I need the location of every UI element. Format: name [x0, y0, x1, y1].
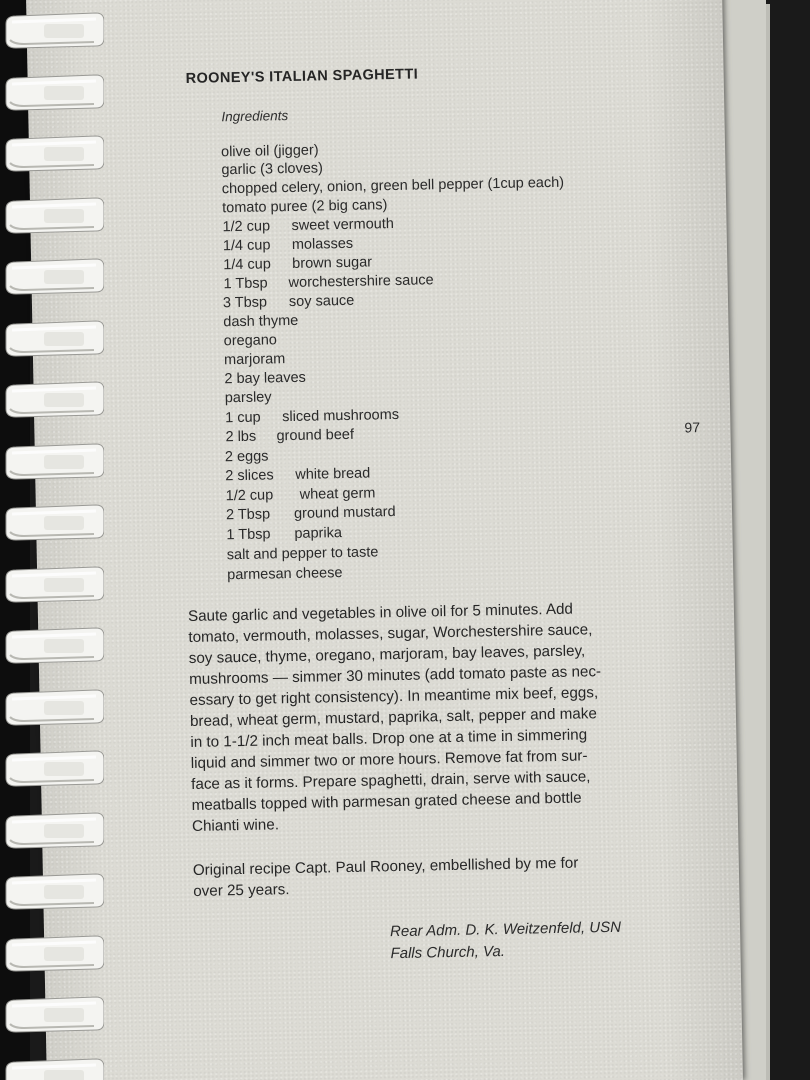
- ingredient-name: parsley: [224, 389, 272, 407]
- ingredient-qty: 2 slices: [225, 467, 274, 485]
- ingredient-item: [221, 142, 319, 160]
- ingredient-qty: 1/4 cup: [222, 237, 271, 255]
- ingredient-qty: 1/2 cup: [225, 487, 274, 505]
- ingredient-qty: 2 Tbsp: [225, 506, 271, 524]
- ingredient-qty: 3 Tbsp: [222, 294, 268, 312]
- binding-coil: [4, 133, 98, 173]
- page-number: 97: [684, 419, 701, 436]
- directions-line: liquid and simmer two or more hours. Remove fat from sur-: [190, 747, 588, 772]
- ingredient-name: sweet vermouth: [291, 215, 394, 234]
- ingredient-name: white bread: [295, 465, 371, 483]
- binding-coil: [4, 379, 98, 419]
- recipe-title: ROONEY'S ITALIAN SPAGHETTI: [185, 66, 419, 87]
- binding-coil: [4, 256, 98, 296]
- binding-coil: [4, 810, 98, 850]
- ingredient-item: [221, 160, 323, 178]
- ingredient-name: ground mustard: [293, 504, 396, 522]
- ingredient-item: [224, 370, 306, 388]
- ingredient-name: brown sugar: [292, 254, 373, 272]
- ingredient-name: parmesan cheese: [227, 565, 343, 584]
- ingredient-qty: 1/2 cup: [222, 218, 271, 236]
- ingredient-name: sliced mushrooms: [282, 406, 400, 426]
- ingredient-item: [223, 236, 354, 254]
- directions-line: essary to get right consistency). In meantime mix beef, eggs,: [189, 684, 599, 709]
- directions-line: soy sauce, thyme, oregano, marjoram, bay leaves, parsley,: [188, 642, 586, 667]
- binding-coil: [4, 1056, 98, 1080]
- ingredient-name: soy sauce: [288, 292, 355, 311]
- ingredient-item: [225, 465, 370, 484]
- ingredient-name: worchestershire sauce: [288, 272, 434, 292]
- ingredient-item: [227, 565, 343, 583]
- signature-place: Falls Church, Va.: [390, 942, 506, 963]
- ingredient-item: [225, 389, 272, 406]
- ingredient-item: [223, 272, 433, 292]
- binding-coil: [4, 933, 98, 973]
- directions-line: in to 1-1/2 inch meat balls. Drop one at a time in simmering: [190, 726, 588, 751]
- directions-line: meatballs topped with parmesan grated cheese and bottle: [191, 789, 582, 814]
- ingredient-name: tomato puree (2 big cans): [221, 197, 388, 217]
- directions-line: bread, wheat germ, mustard, paprika, salt, pepper and make: [189, 705, 597, 730]
- ingredient-qty: 1 Tbsp: [226, 526, 271, 544]
- ingredient-item: [222, 197, 388, 216]
- directions-line: mushrooms — simmer 30 minutes (add tomato paste as nec-: [189, 663, 602, 688]
- ingredients-heading: Ingredients: [221, 107, 289, 125]
- note-line: Original recipe Capt. Paul Rooney, embellished by me for: [192, 854, 579, 879]
- directions-line: tomato, vermouth, molasses, sugar, Worchestershire sauce,: [188, 621, 593, 646]
- ingredient-qty: 1 cup: [225, 409, 261, 427]
- binding-coil: [4, 10, 98, 50]
- ingredient-item: [227, 544, 379, 563]
- ingredient-item: [224, 332, 278, 349]
- ingredient-name: 2 bay leaves: [224, 369, 306, 388]
- binding-coil: [4, 871, 98, 911]
- ingredient-item: [222, 175, 565, 198]
- ingredient-qty: 1 Tbsp: [223, 275, 268, 293]
- ingredient-qty: 2 lbs: [225, 428, 257, 446]
- ingredient-name: salt and pepper to taste: [226, 544, 379, 564]
- binding-coil: [4, 625, 98, 665]
- ingredient-item: [226, 485, 376, 504]
- ingredient-name: chopped celery, onion, green bell pepper (1cup each): [221, 174, 565, 198]
- ingredient-name: molasses: [291, 235, 354, 253]
- ingredient-item: [223, 254, 372, 273]
- ingredient-name: oregano: [223, 332, 278, 350]
- binding-coil: [4, 748, 98, 788]
- binding-coil: [4, 72, 98, 112]
- ingredient-item: [226, 525, 342, 543]
- ingredient-name: marjoram: [223, 351, 286, 369]
- ingredient-item: [223, 313, 298, 330]
- recipe-page: [26, 0, 743, 1080]
- ingredient-item: [225, 427, 354, 445]
- ingredient-name: garlic (3 cloves): [221, 160, 324, 179]
- ingredient-name: 2 eggs: [224, 448, 269, 466]
- ingredient-name: dash thyme: [223, 312, 299, 331]
- ingredient-item: [225, 407, 399, 426]
- binding-coil: [4, 502, 98, 542]
- binding-coil: [4, 994, 98, 1034]
- binding-coil: [4, 564, 98, 604]
- ingredient-item: [225, 448, 269, 465]
- ingredient-item: [222, 216, 394, 235]
- ingredient-item: [224, 351, 286, 368]
- ingredient-name: ground beef: [276, 426, 355, 445]
- directions-line: Saute garlic and vegetables in olive oil for 5 minutes. Add: [187, 600, 574, 626]
- directions-line: Chianti wine.: [191, 816, 280, 835]
- ingredient-item: [226, 504, 396, 523]
- ingredient-qty: 1/4 cup: [223, 256, 271, 274]
- note-line: over 25 years.: [193, 881, 290, 900]
- binding-coil: [4, 195, 98, 235]
- ingredient-name: paprika: [294, 525, 343, 542]
- binding-coil: [4, 441, 98, 481]
- binding-coil: [4, 318, 98, 358]
- ingredient-item: [223, 293, 355, 312]
- directions-line: face as it forms. Prepare spaghetti, drain, serve with sauce,: [191, 768, 591, 793]
- signature-name: Rear Adm. D. K. Weitzenfeld, USN: [389, 918, 622, 941]
- ingredient-name: wheat germ: [299, 485, 376, 503]
- binding-coil: [4, 687, 98, 727]
- ingredient-name: olive oil (jigger): [220, 142, 319, 161]
